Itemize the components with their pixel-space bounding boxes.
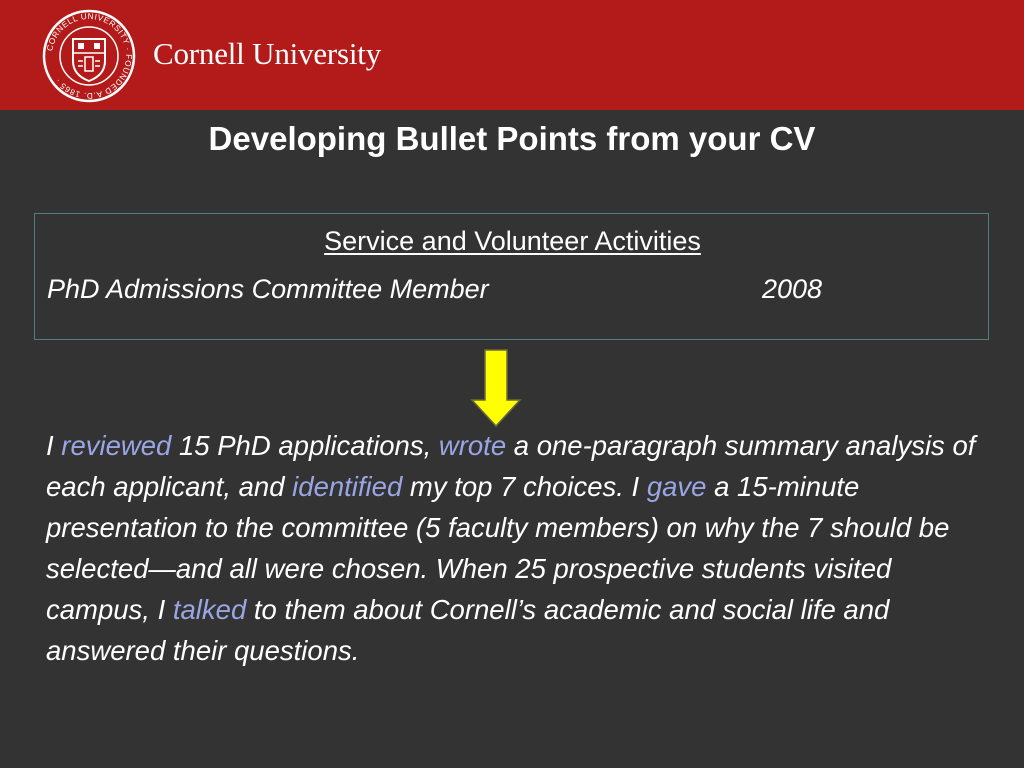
paragraph-text: a 15-minute presentation to the committee (5 faculty members) on why the 7 should be selected—and all were chosen. When 25 prospective students visited campus, I	[46, 471, 950, 625]
paragraph-text: a one-paragraph summary analysis of each applicant, and	[46, 430, 976, 502]
action-verb: talked	[172, 594, 247, 625]
action-verb: reviewed	[61, 430, 172, 461]
cv-section-heading: Service and Volunteer Activities	[324, 226, 701, 256]
action-verb: identified	[292, 471, 403, 502]
paragraph-text: my top 7 choices. I	[402, 471, 647, 502]
cv-entry-box	[34, 213, 989, 340]
slide-title: Developing Bullet Points from your CV	[208, 120, 816, 157]
header-bar	[0, 0, 1024, 110]
cornell-seal-logo	[42, 9, 136, 103]
paragraph-text: I	[46, 430, 62, 461]
paragraph-text: to them about Cornell’s academic and social life and answered their questions.	[46, 594, 890, 666]
bullet-point-paragraph	[46, 425, 996, 671]
cv-year: 2008	[762, 274, 823, 304]
paragraph-text: 15 PhD applications,	[171, 430, 439, 461]
svg-text:CORNELL UNIVERSITY · FOUNDED A: CORNELL UNIVERSITY · FOUNDED A.D. 1865 ·	[45, 11, 134, 101]
down-arrow-icon	[470, 348, 522, 428]
action-verb: gave	[646, 471, 707, 502]
university-wordmark: Cornell University	[153, 36, 382, 71]
cv-role: PhD Admissions Committee Member	[47, 274, 489, 304]
action-verb: wrote	[438, 430, 507, 461]
